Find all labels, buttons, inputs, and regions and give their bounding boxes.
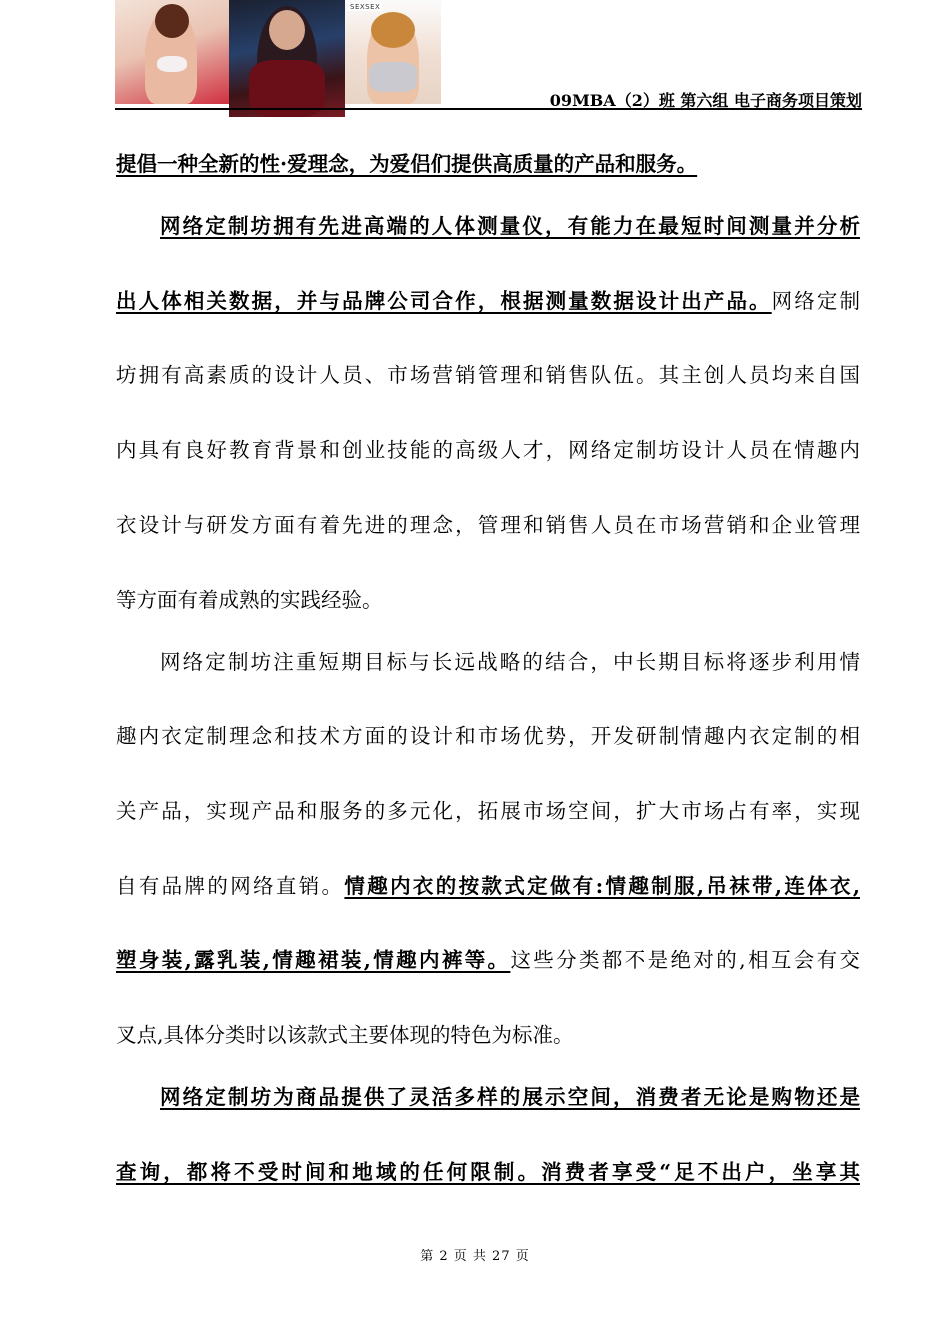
body-line [116, 871, 860, 901]
body-line: 坊拥有高素质的设计人员、市场营销管理和销售队伍。其主创人员均来自国 [116, 363, 860, 387]
body-line: 内具有良好教育背景和创业技能的高级人才，网络定制坊设计人员在情趣内 [116, 438, 860, 462]
body-line: 趣内衣定制理念和技术方面的设计和市场优势，开发研制情趣内衣定制的相 [116, 724, 860, 748]
body-line: 衣设计与研发方面有着先进的理念，管理和销售人员在市场营销和企业管理 [116, 513, 860, 537]
page-header [115, 0, 862, 112]
body-text: 自有品牌的网络直销。 [116, 874, 345, 898]
body-line: 等方面有着成熟的实践经验。 [116, 588, 383, 612]
header-divider [115, 108, 862, 110]
body-line: 网络定制坊为商品提供了灵活多样的展示空间，消费者无论是购物还是 [160, 1085, 860, 1109]
body-line: 网络定制坊拥有先进高端的人体测量仪，有能力在最短时间测量并分析 [160, 214, 860, 238]
body-line: 叉点,具体分类时以该款式主要体现的特色为标准。 [116, 1023, 574, 1047]
body-line [116, 945, 860, 975]
body-line: 查询，都将不受时间和地域的任何限制。消费者享受“足不出户，坐享其 [116, 1160, 860, 1184]
body-line [116, 286, 860, 316]
emphasis-text: 塑身装,露乳装,情趣裙装,情趣内裤等。 [116, 948, 511, 972]
body-line: 网络定制坊注重短期目标与长远战略的结合，中长期目标将逐步利用情 [160, 650, 860, 674]
body-text: 网络定制 [771, 289, 860, 313]
document-header-title: 09MBA（2）班 第六组 电子商务项目策划 [549, 91, 862, 110]
body-text: 这些分类都不是绝对的,相互会有交 [510, 948, 860, 972]
body-line: 关产品，实现产品和服务的多元化，拓展市场空间，扩大市场占有率，实现 [116, 799, 860, 823]
page-number: 第 2 页 共 27 页 [420, 1249, 530, 1264]
emphasis-text: 出人体相关数据，并与品牌公司合作，根据测量数据设计出产品。 [116, 289, 772, 313]
photo-watermark: SEXSEX [350, 3, 381, 11]
body-line: 提倡一种全新的性·爱理念，为爱侣们提供高质量的产品和服务。 [116, 152, 698, 176]
emphasis-text: 情趣内衣的按款式定做有:情趣制服,吊袜带,连体衣, [344, 874, 860, 898]
header-photo-1 [115, 0, 229, 104]
header-photo-3 [345, 0, 441, 104]
header-photo-2 [229, 0, 345, 117]
